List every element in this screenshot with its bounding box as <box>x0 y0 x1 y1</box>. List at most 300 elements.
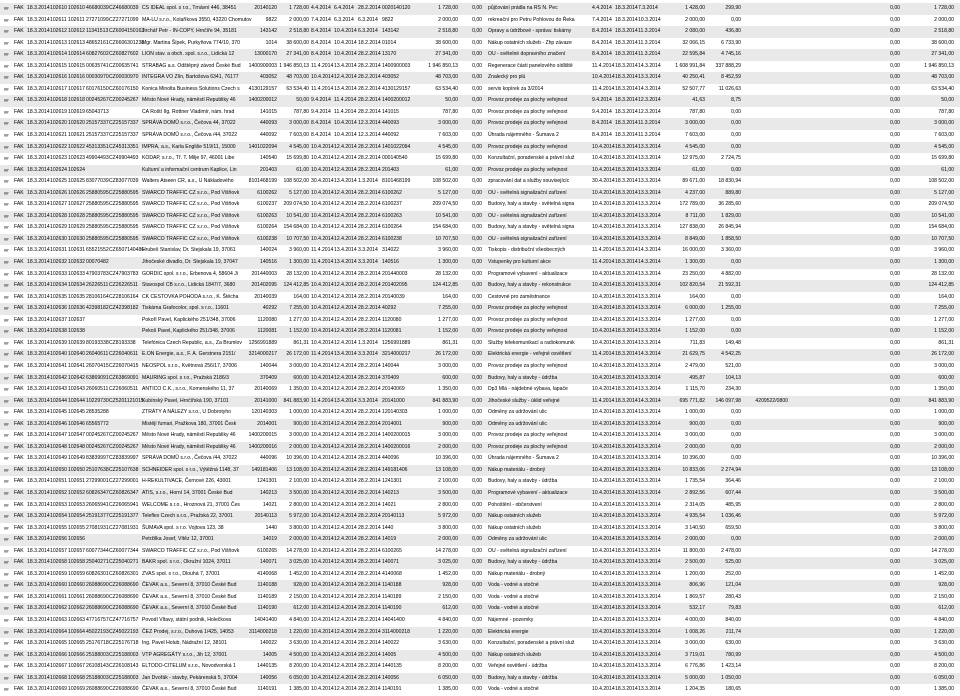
cell-ico: 26108143 <box>86 663 109 670</box>
cell-date-received: 28.2.2014 <box>358 316 381 323</box>
cell-amount-paid: 900,00 <box>442 420 458 427</box>
cell-dic: CZ5201121015 <box>109 397 144 404</box>
cell-base: 4 000,00 <box>685 616 705 623</box>
cell-date-issue: 3 000,00 <box>289 432 309 439</box>
cell-date: 18.3.2014 <box>27 409 50 416</box>
cell-type: FAK <box>14 605 24 612</box>
cell-dic: CZ60827602 <box>109 51 139 58</box>
cell-ico: 26088690 <box>86 582 109 589</box>
cell-partner: SCHNEIDER spol. s r.o., Výtěžná 1148, 37 <box>142 466 239 473</box>
cell-date-due: 10.4.2014 <box>311 293 334 300</box>
cell-amount-paid: 1 452,00 <box>438 570 458 577</box>
cell-ext-number: 6100238 <box>382 235 402 242</box>
cell-var-symbol: 102656 <box>68 536 85 543</box>
cell-col-extra-2: 0,00 <box>890 235 900 242</box>
cell-col-extra-2: 0,00 <box>890 51 900 58</box>
cell-description: Nákup ostatních služeb <box>488 651 541 658</box>
cell-col-extra-1 <box>744 188 788 200</box>
cell-amount-paid: 3 800,00 <box>438 524 458 531</box>
cell-date-entry: 8.4.2014 <box>592 132 612 139</box>
cell-date-taxable: 12.4.2014 <box>334 374 357 381</box>
cell-type: FAK <box>14 293 24 300</box>
cell-col-extra-3: 28 132,00 <box>931 270 954 277</box>
cell-ext-number: 1120081 <box>382 328 402 335</box>
cell-date: 18.3.2014 <box>27 339 50 346</box>
cell-remainder: 0,00 <box>472 178 482 185</box>
cell-amount: 140213 <box>260 489 277 496</box>
cell-amount: 1440 <box>265 524 277 531</box>
cell-vat: 0,00 <box>731 455 741 462</box>
cell-date-received: 28.2.2014 <box>358 686 381 693</box>
cell-ext-number: 01014 <box>382 39 397 46</box>
cell-amount-paid: 3 000,00 <box>438 432 458 439</box>
cell-base: 532,17 <box>689 605 705 612</box>
cell-remainder: 0,00 <box>472 74 482 81</box>
cell-col-extra-2: 0,00 <box>890 339 900 346</box>
cell-col-extra-2: 0,00 <box>890 686 900 693</box>
cell-marker: ## <box>4 167 9 173</box>
cell-marker: ## <box>4 283 9 289</box>
cell-dic <box>109 534 141 546</box>
cell-date-received: 28.2.2014 <box>358 74 381 81</box>
cell-base: 8 711,00 <box>685 212 705 219</box>
cell-date-due: 10.4.2014 <box>311 501 334 508</box>
cell-dic: CZ00245267 <box>109 97 139 104</box>
cell-var-symbol: 102659 <box>68 570 85 577</box>
cell-amount-paid: 108 502,00 <box>432 178 458 185</box>
cell-type: FAK <box>14 547 24 554</box>
cell-date-received: 28.2.2014 <box>358 235 381 242</box>
cell-amount-paid: 600,00 <box>442 374 458 381</box>
cell-description: Odměny za udržování ulic <box>488 409 547 416</box>
cell-date-payment: 13.3.2014 <box>638 224 661 231</box>
cell-date-payment: 13.3.2014 <box>638 559 661 566</box>
cell-amount-paid: 26 172,00 <box>435 351 458 358</box>
cell-marker: ## <box>4 133 9 139</box>
cell-date-issue: 1 300,00 <box>289 259 309 266</box>
cell-base: 172 789,00 <box>679 201 705 208</box>
cell-type: FAK <box>14 259 24 266</box>
cell-ico: 26088690 <box>86 605 109 612</box>
cell-col-extra-2: 0,00 <box>890 247 900 254</box>
cell-marker: ## <box>4 236 9 242</box>
cell-vat: 8 452,59 <box>721 74 741 81</box>
cell-date: 18.3.2014 <box>27 74 50 81</box>
cell-date-due: 10.4.2014 <box>311 432 334 439</box>
cell-date-taxable: 12.4.2014 <box>334 143 357 150</box>
cell-date-due: 10.4.2014 <box>311 443 334 450</box>
cell-amount: 4140068 <box>257 570 277 577</box>
cell-date-entry: 11.4.2014 <box>592 397 615 404</box>
cell-date-due: 11.4.2014 <box>311 259 334 266</box>
cell-partner: Tiskárna Grafocolor, spol. s r.o., 11601 <box>142 305 229 312</box>
cell-doc: 102657 <box>50 547 67 554</box>
cell-marker: ## <box>4 179 9 185</box>
cell-amount: 1241301 <box>257 478 277 485</box>
cell-date-taxable: 12.4.2014 <box>334 605 357 612</box>
cell-doc: 102630 <box>50 235 67 242</box>
cell-partner: ATIS, s.r.o., Horní 14, 37001 České Bud <box>142 489 233 496</box>
cell-doc: 102663 <box>50 616 67 623</box>
cell-dic: CZ83839997 <box>109 455 139 462</box>
cell-date-received: 28.2.2014 <box>358 282 381 289</box>
cell-amount-paid: 50,00 <box>445 97 458 104</box>
table-row <box>0 3 960 15</box>
cell-partner: CA Roští IIg. Rottner Vladimír, nám. hrad <box>142 108 235 115</box>
cell-base: 2 000,00 <box>685 536 705 543</box>
cell-description: Provoz prodeje za plochy veřejnost <box>488 432 568 439</box>
cell-date-payment: 13.3.2014 <box>638 524 661 531</box>
cell-amount: 20140039 <box>254 293 277 300</box>
cell-date-due: 11.4.2014 <box>311 85 334 92</box>
cell-amount-paid: 841 883,90 <box>432 397 458 404</box>
cell-date-issue: 928,00 <box>293 582 309 589</box>
table-row <box>0 476 960 488</box>
cell-type: FAK <box>14 28 24 35</box>
cell-date-payment: 14.3.2014 <box>638 247 661 254</box>
cell-remainder: 0,00 <box>472 5 482 11</box>
cell-base: 1 115,70 <box>685 386 705 393</box>
cell-base: 61,00 <box>692 166 705 173</box>
table-row <box>0 488 960 500</box>
cell-date: 18.3.2014 <box>27 651 50 658</box>
cell-vat: 0,00 <box>731 420 741 427</box>
cell-description: Elektrická energie - veřejné osvětlení <box>488 351 572 358</box>
cell-description: Odměny za udržování ulic <box>488 420 547 427</box>
cell-col-extra-3: 4 545,00 <box>934 143 954 150</box>
cell-date-booking: 18.3.2014 <box>615 397 638 404</box>
cell-date-issue: 787,80 <box>293 108 309 115</box>
cell-amount-paid: 1 277,00 <box>438 316 458 323</box>
cell-col-extra-3: 50,00 <box>941 97 954 104</box>
cell-amount: 6100264 <box>257 224 277 231</box>
cell-type: FAK <box>14 74 24 81</box>
table-row <box>0 396 960 408</box>
cell-marker: ## <box>4 29 9 35</box>
cell-partner: SPRÁVA DOMŮ s.r.o., Čečova /44, 37022 <box>142 455 238 462</box>
cell-date-issue: 6 050,00 <box>289 674 309 681</box>
cell-date-due: 10.4.2014 <box>311 605 334 612</box>
cell-amount-paid: 2 100,00 <box>438 478 458 485</box>
cell-vat: 180,65 <box>725 686 741 693</box>
cell-date-issue: 1 728,00 <box>289 5 309 11</box>
cell-col-extra-3: 1 946 850,13 <box>924 62 954 69</box>
cell-doc: 102641 <box>50 362 67 369</box>
cell-date: 18.3.2014 <box>27 189 50 196</box>
cell-partner: SPRÁVA DOMŮ s.r.o., Čečova 44, 37022 <box>142 120 236 127</box>
cell-date-due: 11.4.2014 <box>311 351 334 358</box>
cell-ext-number: 1120080 <box>382 316 402 323</box>
cell-ext-number: 6100262 <box>382 189 402 196</box>
cell-date-entry: 10.4.2014 <box>592 305 615 312</box>
cell-remainder: 0,00 <box>472 605 482 612</box>
cell-ico: 25176718 <box>86 640 109 647</box>
cell-vat: 8,75 <box>731 97 741 104</box>
cell-amount: 141015 <box>260 108 277 115</box>
cell-remainder: 0,00 <box>472 132 482 139</box>
cell-date-entry: 10.4.2014 <box>592 374 615 381</box>
table-row <box>0 546 960 558</box>
cell-marker: ## <box>4 260 9 266</box>
cell-base: 1 152,00 <box>685 328 705 335</box>
cell-date-issue: 2 100,00 <box>289 478 309 485</box>
cell-remainder: 0,00 <box>472 293 482 300</box>
cell-date-due: 10.4.2014 <box>311 74 334 81</box>
cell-date-received: 28.2.2014 <box>358 5 381 11</box>
cell-dic: CZ6507140486 <box>109 247 145 254</box>
cell-dic <box>109 419 141 431</box>
cell-col-extra-1 <box>744 15 788 27</box>
cell-remainder: 0,00 <box>472 536 482 543</box>
cell-description: Konzultační, poradenské a právní služ <box>488 640 575 647</box>
cell-date-issue: 2 800,00 <box>289 501 309 508</box>
cell-amount-paid: 4 545,00 <box>438 143 458 150</box>
cell-date-issue: 861,31 <box>293 339 309 346</box>
cell-date-taxable: 12.4.2014 <box>334 674 357 681</box>
cell-amount-paid: 5 127,00 <box>438 189 458 196</box>
cell-date-taxable: 10.4.2014 <box>334 39 357 46</box>
table-row <box>0 49 960 61</box>
cell-doc: 102642 <box>50 374 67 381</box>
cell-date-booking: 18.3.2014 <box>615 489 638 496</box>
cell-remainder: 0,00 <box>472 235 482 242</box>
cell-description: Budovy, haly a stavby - údržba <box>488 559 558 566</box>
cell-base: 8 849,00 <box>685 235 705 242</box>
cell-date: 18.3.2014 <box>27 316 50 323</box>
cell-var-symbol: 102621 <box>68 132 85 139</box>
cell-date-entry: 10.4.2014 <box>592 316 615 323</box>
cell-doc: 102662 <box>50 605 67 612</box>
cell-date-payment: 13.3.2014 <box>638 582 661 589</box>
cell-description: Opravy a údržbové - správa: tiskárny <box>488 28 572 35</box>
cell-amount-paid: 2 000,00 <box>438 16 458 23</box>
cell-date-due: 8.4.2014 <box>311 51 331 58</box>
cell-col-extra-1 <box>744 245 788 257</box>
cell-date-booking: 18.3.2014 <box>615 593 638 600</box>
cell-type: FAK <box>14 501 24 508</box>
cell-ext-number: 1400200016 <box>382 443 411 450</box>
table-row <box>0 557 960 569</box>
cell-date-payment: 14.3.2014 <box>638 351 661 358</box>
cell-vat: 364,46 <box>725 478 741 485</box>
cell-date-booking: 18.3.2014 <box>615 339 638 346</box>
cell-col-extra-2: 0,00 <box>890 547 900 554</box>
cell-date: 18.3.2014 <box>27 305 50 312</box>
cell-base: 3 719,01 <box>685 651 705 658</box>
table-row <box>0 523 960 535</box>
cell-type: FAK <box>14 570 24 577</box>
cell-date-booking: 18.3.2014 <box>615 640 638 647</box>
cell-partner: INTEGRA VO Zlín, Bartošova 6341, 76177 <box>142 74 239 81</box>
cell-col-extra-3: 4 840,00 <box>934 616 954 623</box>
cell-vat: 234,30 <box>725 386 741 393</box>
cell-date-due: 8.4.2014 <box>311 28 331 35</box>
cell-col-extra-2: 0,00 <box>890 178 900 185</box>
cell-ico: 27271099 <box>86 16 109 23</box>
cell-ext-number: 440092 <box>382 132 399 139</box>
table-row <box>0 407 960 419</box>
cell-remainder: 0,00 <box>472 559 482 566</box>
cell-ico: 27081931 <box>86 524 109 531</box>
cell-type: FAK <box>14 5 24 11</box>
cell-date-issue: 1 385,00 <box>289 686 309 693</box>
cell-date-issue: 7 255,00 <box>289 305 309 312</box>
cell-col-extra-3: 7 255,00 <box>934 305 954 312</box>
cell-var-symbol: 102627 <box>68 201 85 208</box>
cell-marker: ## <box>4 40 9 46</box>
cell-date-received: 28.2.2014 <box>358 616 381 623</box>
cell-doc: 102638 <box>50 328 67 335</box>
cell-base: 1 869,57 <box>685 593 705 600</box>
cell-doc: 102668 <box>50 674 67 681</box>
cell-var-symbol: 102628 <box>68 212 85 219</box>
cell-ext-number: 6100237 <box>382 201 402 208</box>
cell-dic: CZ25880595 <box>109 189 139 196</box>
cell-date-received: 28.2.2014 <box>358 224 381 231</box>
cell-date-payment: 13.3.2014 <box>638 570 661 577</box>
cell-marker: ## <box>4 144 9 150</box>
cell-date-entry: 10.4.2014 <box>592 432 615 439</box>
cell-remainder: 0,00 <box>472 62 482 69</box>
cell-var-symbol: 102639 <box>68 339 85 346</box>
cell-col-extra-3: 38 600,00 <box>931 39 954 46</box>
cell-amount: 1401022094 <box>248 143 277 150</box>
cell-amount-paid: 1 385,00 <box>438 686 458 693</box>
cell-base: 41,63 <box>692 97 705 104</box>
cell-type: FAK <box>14 351 24 358</box>
cell-date-entry: 10.4.2014 <box>592 605 615 612</box>
cell-dic: CZ25107638 <box>109 466 139 473</box>
cell-description: Programové vybavení - aktualizace <box>488 270 568 277</box>
cell-dic: CZ45313351 <box>109 143 139 150</box>
cell-partner: H-REKULTIVACE, Černové 226, 43001 <box>142 478 231 485</box>
cell-col-extra-1 <box>744 130 788 142</box>
cell-remainder: 0,00 <box>472 39 482 46</box>
cell-amount-paid: 10 396,00 <box>435 455 458 462</box>
cell-date-booking: 18.3.2014 <box>615 374 638 381</box>
cell-var-symbol: 102638 <box>68 328 85 335</box>
cell-ext-number: 20141000 <box>382 397 405 404</box>
cell-ico: 46680039 <box>86 5 109 11</box>
cell-doc: 102628 <box>50 212 67 219</box>
cell-remainder: 0,00 <box>472 628 482 635</box>
cell-dic: CZ25040271 <box>109 559 139 566</box>
cell-col-extra-2: 0,00 <box>890 432 900 439</box>
cell-amount-paid: 861,31 <box>442 339 458 346</box>
cell-date-entry: 10.4.2014 <box>592 409 615 416</box>
cell-base: 22 595,84 <box>682 51 705 58</box>
cell-col-extra-3: 10 396,00 <box>931 455 954 462</box>
cell-col-extra-3: 3 000,00 <box>934 432 954 439</box>
cell-col-extra-1 <box>744 442 788 454</box>
cell-partner: Konica Minolta Business Solutions Czech s <box>142 85 240 92</box>
cell-col-extra-3: 5 127,00 <box>934 189 954 196</box>
table-row <box>0 500 960 512</box>
cell-type: FAK <box>14 316 24 323</box>
cell-type: FAK <box>14 455 24 462</box>
cell-ext-number: 9822 <box>382 16 394 23</box>
cell-date-payment: 13.3.2014 <box>638 536 661 543</box>
table-row <box>0 349 960 361</box>
cell-col-extra-3: 1 300,00 <box>934 259 954 266</box>
cell-col-extra-1 <box>744 638 788 650</box>
table-row <box>0 130 960 142</box>
cell-ext-number: 1400200015 <box>382 432 411 439</box>
cell-marker: ## <box>4 421 9 427</box>
cell-ico: 25880595 <box>86 212 109 219</box>
cell-date-taxable: 12.4.2014 <box>334 513 357 520</box>
cell-date-booking: 18.3.2014 <box>615 282 638 289</box>
cell-col-extra-1 <box>744 257 788 269</box>
cell-col-extra-1 <box>744 142 788 154</box>
cell-type: FAK <box>14 374 24 381</box>
cell-ext-number: 140056 <box>382 674 399 681</box>
cell-description: Provoz prodeje za plochy veřejnost <box>488 97 568 104</box>
cell-marker: ## <box>4 456 9 462</box>
cell-date-payment: 13.3.2014 <box>638 674 661 681</box>
cell-amount-paid: 3 500,00 <box>438 489 458 496</box>
cell-doc: 102634 <box>50 282 67 289</box>
cell-doc: 102659 <box>50 570 67 577</box>
cell-type: FAK <box>14 97 24 104</box>
cell-date-payment: 13.3.2014 <box>638 489 661 496</box>
cell-date-booking: 18.3.2014 <box>615 466 638 473</box>
cell-date-payment: 7.3.2014 <box>638 5 658 11</box>
cell-dic: CZ83077039 <box>109 178 139 185</box>
cell-date-payment: 13.3.2014 <box>638 605 661 612</box>
cell-date-taxable: 12.4.2014 <box>334 501 357 508</box>
cell-description: Budovy, haly a stavby - rekonstrukce <box>488 282 571 289</box>
cell-type: FAK <box>14 663 24 670</box>
cell-marker: ## <box>4 387 9 393</box>
cell-doc: 102647 <box>50 432 67 439</box>
cell-base: 806,96 <box>689 582 705 589</box>
cell-date-issue: 4 840,00 <box>289 616 309 623</box>
cell-var-symbol: 102635 <box>68 293 85 300</box>
cell-marker: ## <box>4 156 9 162</box>
cell-ico: 63869091 <box>86 374 109 381</box>
cell-remainder: 0,00 <box>472 351 482 358</box>
cell-type: FAK <box>14 651 24 658</box>
cell-col-extra-2: 0,00 <box>890 559 900 566</box>
cell-marker: ## <box>4 664 9 670</box>
cell-date-payment: 13.3.2014 <box>638 651 661 658</box>
cell-date-received: 28.2.2014 <box>358 305 381 312</box>
cell-col-extra-1 <box>744 269 788 281</box>
cell-remainder: 0,00 <box>472 455 482 462</box>
cell-date-received: 28.2.2014 <box>358 593 381 600</box>
cell-ico: 25107638 <box>86 466 109 473</box>
cell-date-payment: 11.3.2014 <box>638 28 661 35</box>
cell-date-booking: 18.3.2014 <box>615 155 638 162</box>
cell-date-due: 30.4.2014 <box>311 178 334 185</box>
cell-amount: 40292 <box>262 305 277 312</box>
cell-doc: 102610 <box>50 5 67 11</box>
cell-remainder: 0,00 <box>472 28 482 35</box>
cell-date-received: 28.2.2014 <box>358 293 381 300</box>
cell-date-entry: 10.4.2014 <box>592 628 615 635</box>
cell-date-received: 6.3.2014 <box>358 16 378 23</box>
cell-date-payment: 13.3.2014 <box>638 212 661 219</box>
table-row <box>0 430 960 442</box>
cell-date-issue: 10 541,00 <box>286 212 309 219</box>
cell-dic: CZ42398182 <box>109 305 139 312</box>
table-row <box>0 118 960 130</box>
cell-amount: 14019 <box>262 536 277 543</box>
cell-partner: Pekoš Pavel, Kaplického 251/348, 37006 <box>142 328 235 335</box>
cell-base: 4 545,00 <box>685 143 705 150</box>
cell-col-extra-2: 0,00 <box>890 536 900 543</box>
